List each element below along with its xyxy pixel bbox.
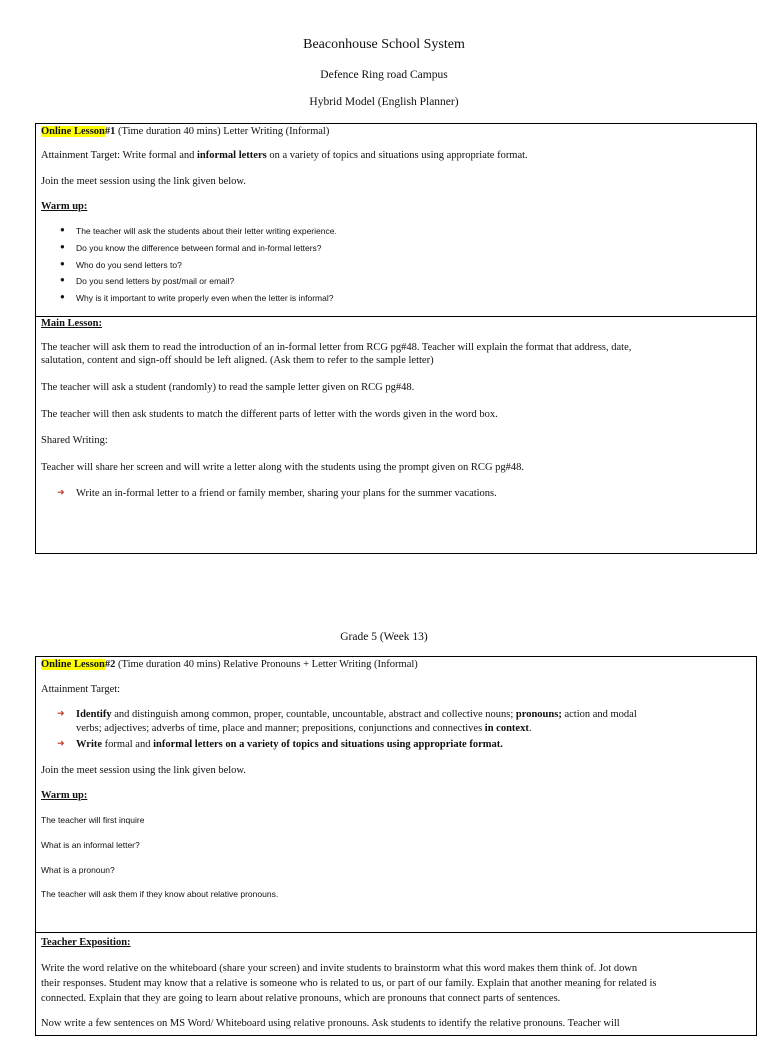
lesson-1-heading: Online Lesson#1 (Time duration 40 mins) Letter Writing (Informal) [41,126,330,137]
writing-prompt: Write an in-formal letter to a friend or family member, sharing your plans for the summer vacations. [76,488,497,499]
arrow-bullet-icon: ➜ [57,738,65,748]
lesson-1-intro-cell: Online Lesson#1 (Time duration 40 mins) Letter Writing (Informal) Attainment Target: Write formal and informal letters on a variety of topics and situations using appropriate format. Join the meet session using the link given below. Warm up: ● The teacher will ask the students about their letter writing experience. ● Do you know the difference between formal and in-formal letters? ● Who do you send letters to? ● Do you send letters by post/mail or email? ● Why is it important to write properly even when the letter is informal? [36,124,756,316]
exposition-line-2: their responses. Student may know that a relative is someone who is related to us, or part of our family. Explain that another meaning for related is [41,978,657,989]
exposition-label: Teacher Exposition: [41,937,131,948]
exposition-line-3: connected. Explain that they are going to learn about relative pronouns, which are pronouns that connect parts of sentences. [41,993,561,1004]
lesson-2-intro-cell [36,657,756,932]
planner-model: Hybrid Model (English Planner) [309,96,459,108]
arrow-bullet-icon: ➜ [57,487,65,497]
main-para-4: Teacher will share her screen and will write a letter along with the students using the prompt given on RCG pg#48. [41,462,525,473]
main-para-2: The teacher will ask a student (randomly) to read the sample letter given on RCG pg#48. [41,382,415,393]
arrow-bullet-icon: ➜ [57,708,65,718]
exposition-line-4: Now write a few sentences on MS Word/ Whiteboard using relative pronouns. Ask students to identify the relative pronouns. Teacher will [41,1018,620,1029]
campus-name: Defence Ring road Campus [320,69,448,81]
lesson-2-warmup-label: Warm up: [41,790,88,801]
warmup-line-4: The teacher will ask them if they know about relative pronouns. [41,889,279,899]
grade-week-title: Grade 5 (Week 13) [340,631,428,643]
target-2: Write formal and informal letters on a variety of topics and situations using appropriate format. [76,739,503,750]
warmup-line-3: What is a pronoun? [41,865,115,875]
warmup-item: Do you send letters by post/mail or email? [76,276,235,286]
exposition-line-1: Write the word relative on the whiteboard (share your screen) and invite students to brainstorm what this word makes them think of. Jot down [41,963,638,974]
lesson-1-join: Join the meet session using the link given below. [41,176,246,187]
target-1: Identify and distinguish among common, proper, countable, uncountable, abstract and collective nouns; pronouns; action and modal [76,709,637,720]
lesson-1-table [35,123,757,554]
warmup-line-1: The teacher will first inquire [41,815,145,825]
lesson-2-join: Join the meet session using the link given below. [41,765,246,776]
warmup-item: Do you know the difference between formal and in-formal letters? [76,243,322,253]
main-para-1b: salutation, content and sign-off should be left aligned. (Ask them to refer to the sample letter) [41,355,434,366]
lesson-1-warmup-label: Warm up: [41,201,88,212]
lesson-1-main-cell [36,316,756,553]
lesson-2-table [35,656,757,1036]
school-title: Beaconhouse School System [303,37,465,52]
main-para-1: The teacher will ask them to read the introduction of an in-formal letter from RCG pg#48. Teacher will explain the format that address, date, [41,342,632,353]
lesson-1-target: Attainment Target: Write formal and informal letters on a variety of topics and situations using appropriate format. [41,150,528,161]
shared-writing-label: Shared Writing: [41,435,108,446]
main-lesson-label: Main Lesson: [41,318,102,329]
lesson-2-target-label: Attainment Target: [41,684,121,695]
warmup-item: Why is it important to write properly even when the letter is informal? [76,293,334,303]
main-para-3: The teacher will then ask students to match the different parts of letter with the words given in the word box. [41,409,498,420]
lesson-2-heading: Online Lesson#2 (Time duration 40 mins) Relative Pronouns + Letter Writing (Informal) [41,659,418,670]
lesson-2-exposition-cell [36,932,756,1037]
warmup-item: The teacher will ask the students about their letter writing experience. [76,226,337,236]
warmup-line-2: What is an informal letter? [41,840,140,850]
target-1-cont: verbs; adjectives; adverbs of time, place and manner; prepositions, conjunctions and connectives in context. [76,723,532,734]
warmup-item: Who do you send letters to? [76,260,182,270]
